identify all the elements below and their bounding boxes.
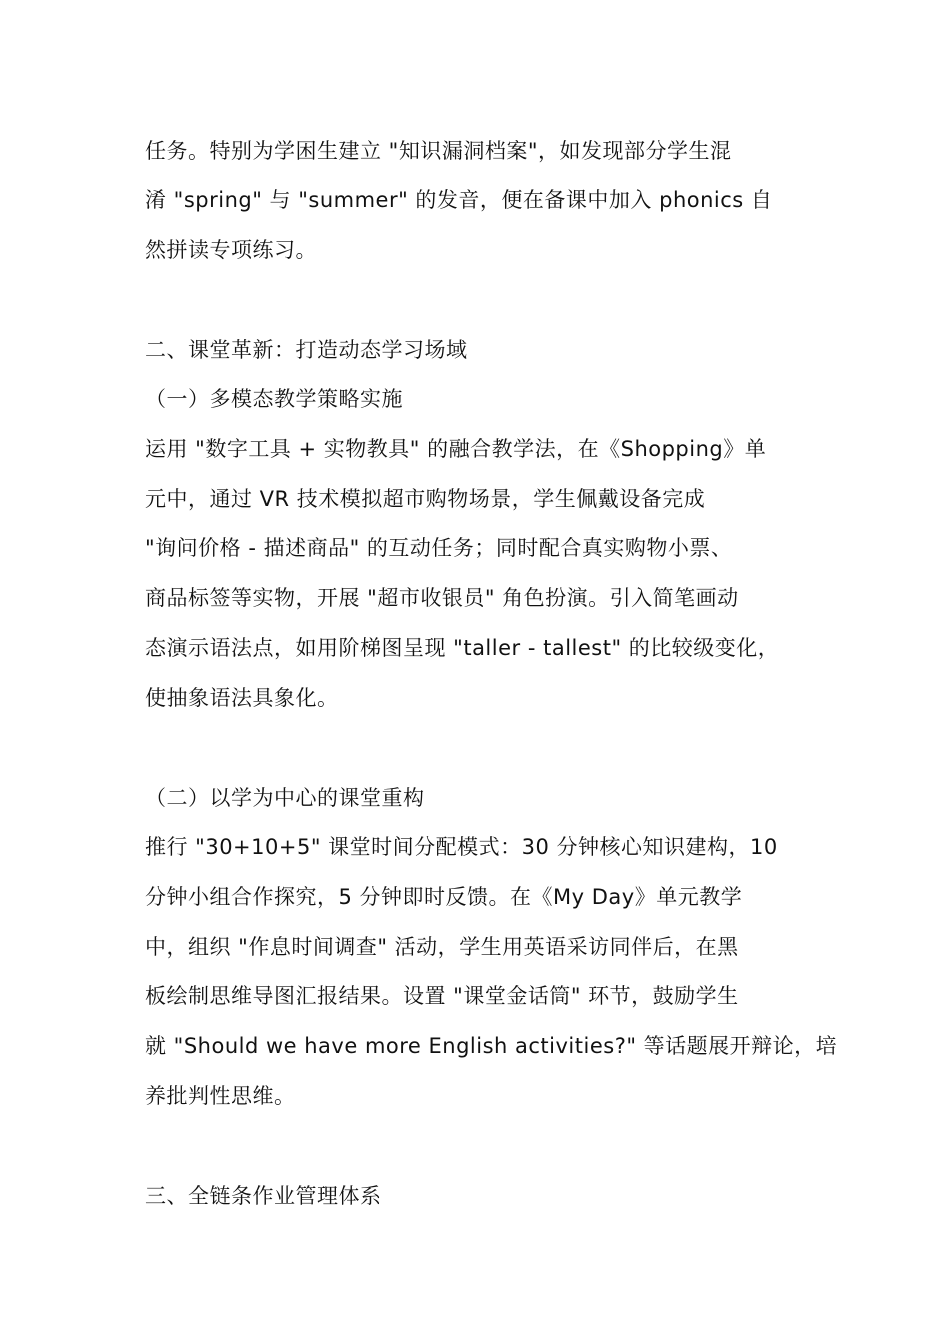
- paragraph-line: 使抽象语法具象化。: [145, 686, 339, 710]
- paragraph-line: 态演示语法点，如用阶梯图呈现 "taller - tallest" 的比较级变化，: [145, 636, 780, 660]
- paragraph-line: 任务。特别为学困生建立 "知识漏洞档案"，如发现部分学生混: [145, 139, 732, 163]
- paragraph-line: 推行 "30+10+5" 课堂时间分配模式：30 分钟核心知识建构，10: [145, 835, 778, 859]
- section-heading: 二、课堂革新：打造动态学习场域: [145, 338, 468, 362]
- subsection-heading: （二）以学为中心的课堂重构: [145, 786, 425, 810]
- paragraph-line: 商品标签等实物，开展 "超市收银员" 角色扮演。引入简笔画动: [145, 586, 739, 610]
- paragraph-line: 运用 "数字工具 + 实物教具" 的融合教学法，在《Shopping》单: [145, 437, 767, 461]
- paragraph-line: 元中，通过 VR 技术模拟超市购物场景，学生佩戴设备完成: [145, 487, 706, 511]
- section-heading: 三、全链条作业管理体系: [145, 1184, 382, 1208]
- paragraph-line: "询问价格 - 描述商品" 的互动任务；同时配合真实购物小票、: [145, 536, 733, 560]
- paragraph-line: 淆 "spring" 与 "summer" 的发音，便在备课中加入 phonics 自: [145, 188, 773, 212]
- paragraph-line: 板绘制思维导图汇报结果。设置 "课堂金话筒" 环节，鼓励学生: [145, 984, 739, 1008]
- paragraph-line: 分钟小组合作探究，5 分钟即时反馈。在《My Day》单元教学: [145, 885, 743, 909]
- paragraph-line: 中，组织 "作息时间调查" 活动，学生用英语采访同伴后，在黑: [145, 935, 739, 959]
- paragraph-line: 就 "Should we have more English activities?" 等话题展开辩论，培: [145, 1034, 838, 1058]
- subsection-heading: （一）多模态教学策略实施: [145, 387, 403, 411]
- paragraph-line: 然拼读专项练习。: [145, 238, 317, 262]
- paragraph-line: 养批判性思维。: [145, 1084, 296, 1108]
